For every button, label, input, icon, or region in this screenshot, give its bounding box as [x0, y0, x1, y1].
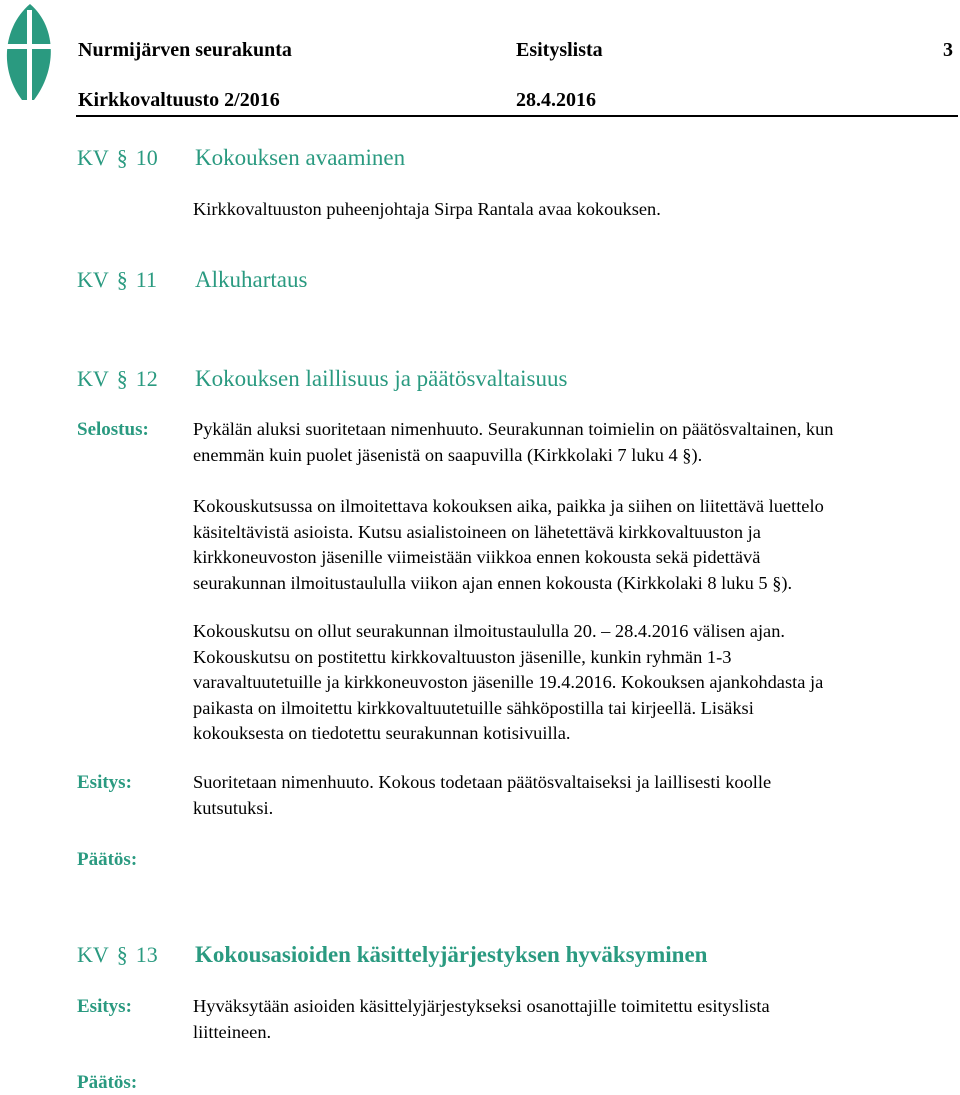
header-organization: Nurmijärven seurakunta: [78, 39, 292, 61]
header-meeting: Kirkkovaltuusto 2/2016: [78, 89, 280, 111]
section-number-kv12: KV § 12: [77, 366, 158, 391]
esitys-text-kv12: Suoritetaan nimenhuuto. Kokous todetaan päätösvaltaiseksi ja laillisesti koolle kutsutuksi.: [193, 772, 772, 818]
section-number-kv13: KV § 13: [77, 942, 158, 967]
paatos-label-kv12: Päätös:: [77, 849, 138, 870]
section-title-kv13: Kokousasioiden käsittelyjärjestyksen hyväksyminen: [195, 942, 708, 967]
leaf-cross-logo-icon: [0, 0, 62, 110]
header-document-type: Esityslista: [516, 39, 603, 61]
header-date: 28.4.2016: [516, 89, 596, 111]
paatos-label-kv13: Päätös:: [77, 1072, 138, 1093]
section-number-kv10: KV § 10: [77, 145, 158, 170]
section-number-kv11: KV § 11: [77, 267, 157, 292]
selostus-paragraph-1: Pykälän aluksi suoritetaan nimenhuuto. Seurakunnan toimielin on päätösvaltainen, kun enemmän kuin puolet jäsenistä on saapuvilla (Kirkkolaki 7 luku 4 §).: [193, 419, 834, 465]
esitys-label-kv13: Esitys:: [77, 996, 132, 1017]
selostus-label: Selostus:: [77, 419, 149, 440]
esitys-label-kv12: Esitys:: [77, 772, 132, 793]
section-title-kv11: Alkuhartaus: [195, 267, 308, 292]
selostus-paragraph-3: Kokouskutsu on ollut seurakunnan ilmoitustaululla 20. – 28.4.2016 välisen ajan. Kokouskutsu on postitettu kirkkovaltuuston jäsenille, kunkin ryhmän 1-3 varavaltuutetuille ja kirkkoneuvoston jäsenille 19.4.2016. Kokouksen ajankohdasta ja paikasta on ilmoitettu kirkkovaltuutetuille sähköpostilla tai kirjeellä. Lisäksi kokouksesta on tiedotettu seurakunnan kotisivuilla.: [193, 621, 824, 743]
esitys-text-kv13: Hyväksytään asioiden käsittelyjärjestykseksi osanottajille toimitettu esityslista liitteineen.: [193, 996, 770, 1042]
header-divider: [76, 115, 958, 117]
header-page-number: 3: [943, 39, 953, 61]
section-title-kv10: Kokouksen avaaminen: [195, 145, 406, 170]
section-title-kv12: Kokouksen laillisuus ja päätösvaltaisuus: [195, 366, 568, 391]
section-body-kv10: Kirkkovaltuuston puheenjohtaja Sirpa Rantala avaa kokouksen.: [193, 199, 661, 219]
selostus-paragraph-2: Kokouskutsussa on ilmoitettava kokouksen aika, paikka ja siihen on liitettävä luettelo käsiteltävistä asioista. Kutsu asialistoineen on lähetettävä kirkkovaltuuston ja kirkkoneuvoston jäsenille viimeistään viikkoa ennen kokousta sekä pidettävä seurakunnan ilmoitustaululla viikon ajan ennen kokousta (Kirkkolaki 8 luku 5 §).: [193, 496, 824, 593]
